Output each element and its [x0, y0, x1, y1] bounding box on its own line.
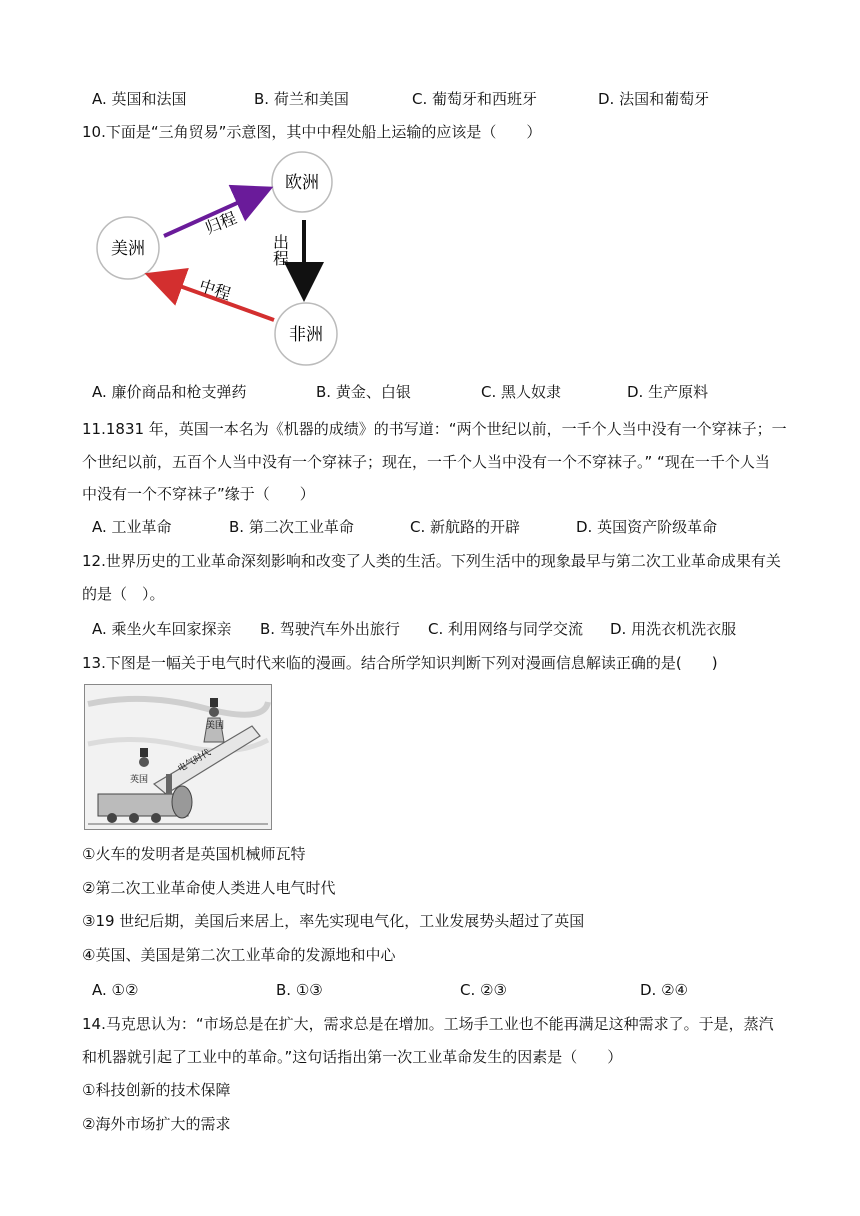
- q11-line-2: 个世纪以前，五百个人当中没有一个穿袜子；现在，一千个人当中没有一个不穿袜子。” “现在一千个人当: [82, 453, 770, 471]
- q12-option-c: C. 利用网络与同学交流: [428, 620, 584, 638]
- node-africa-label: 非洲: [289, 325, 323, 345]
- q11-option-b: B. 第二次工业革命: [229, 518, 354, 536]
- q12-option-a: A. 乘坐火车回家探亲: [92, 620, 232, 638]
- q13-option-a: A. ①②: [92, 981, 139, 999]
- q14-statement-1: ①科技创新的技术保障: [82, 1081, 231, 1099]
- q9-option-a: A. 英国和法国: [92, 90, 187, 108]
- q10-option-c: C. 黑人奴隶: [481, 383, 562, 401]
- q11-line-3: 中没有一个不穿袜子”缘于（ ）: [82, 485, 315, 503]
- q10-stem: 10.下面是“三角贸易”示意图，其中中程处船上运输的应该是（ ）: [82, 123, 542, 141]
- q10-option-b: B. 黄金、白银: [316, 383, 411, 401]
- triangle-trade-diagram: [88, 148, 358, 378]
- cartoon-label-electric-age: 电气时代: [176, 747, 213, 775]
- cartoon-label-uk: 英国: [130, 775, 149, 785]
- q11-line-1: 11.1831 年，英国一本名为《机器的成绩》的书写道：“两个世纪以前，一千个人当中没有一个穿袜子；一: [82, 420, 787, 438]
- q12-line-1: 12.世界历史的工业革命深刻影响和改变了人类的生活。下列生活中的现象最早与第二次工业革命成果有关: [82, 552, 781, 570]
- q13-option-b: B. ①③: [276, 981, 323, 999]
- q14-line-1: 14.马克思认为：“市场总是在扩大，需求总是在增加。工场手工业也不能再满足这种需求了。于是，蒸汽: [82, 1015, 774, 1033]
- cartoon-label-usa: 美国: [206, 721, 225, 731]
- q12-option-b: B. 驾驶汽车外出旅行: [260, 620, 400, 638]
- q13-option-d: D. ②④: [640, 981, 688, 999]
- q11-option-d: D. 英国资产阶级革命: [576, 518, 718, 536]
- q14-line-2: 和机器就引起了工业中的革命。”这句话指出第一次工业革命发生的因素是（ ）: [82, 1048, 623, 1066]
- q9-option-c: C. 葡萄牙和西班牙: [412, 90, 538, 108]
- q13-option-c: C. ②③: [460, 981, 507, 999]
- node-america-label: 美洲: [111, 239, 145, 259]
- return-leg-label: 归程: [202, 208, 240, 238]
- q9-option-d: D. 法国和葡萄牙: [598, 90, 710, 108]
- outbound-leg-label: 出程: [270, 234, 290, 266]
- q10-option-d: D. 生产原料: [627, 383, 709, 401]
- q14-statement-2: ②海外市场扩大的需求: [82, 1115, 231, 1133]
- q9-option-b: B. 荷兰和美国: [254, 90, 349, 108]
- q13-statement-1: ①火车的发明者是英国机械师瓦特: [82, 845, 306, 863]
- node-europe-label: 欧洲: [285, 173, 319, 193]
- q11-option-a: A. 工业革命: [92, 518, 172, 536]
- q10-option-a: A. 廉价商品和枪支弹药: [92, 383, 247, 401]
- q13-statement-3: ③19 世纪后期，美国后来居上，率先实现电气化，工业发展势头超过了英国: [82, 912, 585, 930]
- q11-option-c: C. 新航路的开辟: [410, 518, 521, 536]
- q13-statement-4: ④英国、美国是第二次工业革命的发源地和中心: [82, 946, 396, 964]
- q12-line-2: 的是（ ）。: [82, 585, 165, 603]
- q12-option-d: D. 用洗衣机洗衣服: [610, 620, 737, 638]
- middle-leg-label: 中程: [196, 275, 234, 304]
- q13-stem: 13.下图是一幅关于电气时代来临的漫画。结合所学知识判断下列对漫画信息解读正确的是( ): [82, 654, 718, 672]
- electric-age-cartoon: [84, 684, 272, 830]
- q13-statement-2: ②第二次工业革命使人类进人电气时代: [82, 879, 336, 897]
